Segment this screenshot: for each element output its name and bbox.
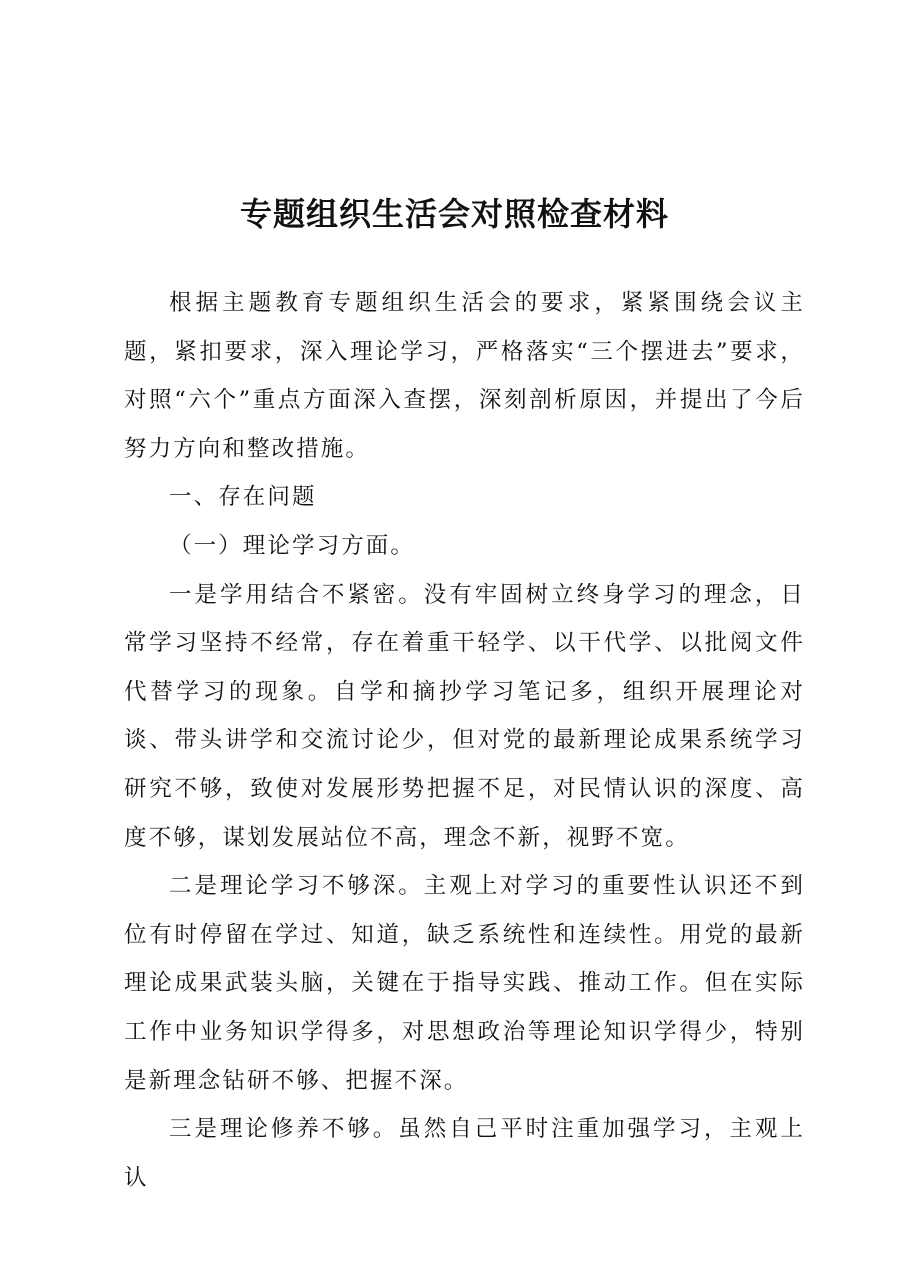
body-paragraph: 三是理论修养不够。虽然自己平时注重加强学习，主观上认 [124,1116,805,1191]
body-paragraph: 二是理论学习不够深。主观上对学习的重要性认识还不到位有时停留在学过、知道，缺乏系统性和连续性。用党的最新理论成果武装头脑，关键在于指导实践、推动工作。但在实际工作中业务知识学得多，对思想政治等理论知识学得少，特别是新理念钻研不够、把握不深。 [124,873,805,1094]
intro-paragraph: 根据主题教育专题组织生活会的要求，紧紧围绕会议主题，紧扣要求，深入理论学习，严格落实“三个摆进去”要求，对照“六个”重点方面深入查摆，深刻剖析原因，并提出了今后努力方向和整改措施。 [124,290,805,462]
document-body [124,279,805,1202]
document-title: 专题组织生活会对照检查材料 [239,195,669,233]
section-heading: 一、存在问题 [169,484,317,511]
subsection-heading: （一）理论学习方面。 [169,532,416,559]
body-paragraph: 一是学用结合不紧密。没有牢固树立终身学习的理念，日常学习坚持不经常，存在着重干轻学、以干代学、以批阅文件代替学习的现象。自学和摘抄学习笔记多，组织开展理论对谈、带头讲学和交流讨论少，但对党的最新理论成果系统学习研究不够，致使对发展形势把握不足，对民情认识的深度、高度不够，谋划发展站位不高，理念不新，视野不宽。 [124,581,805,851]
